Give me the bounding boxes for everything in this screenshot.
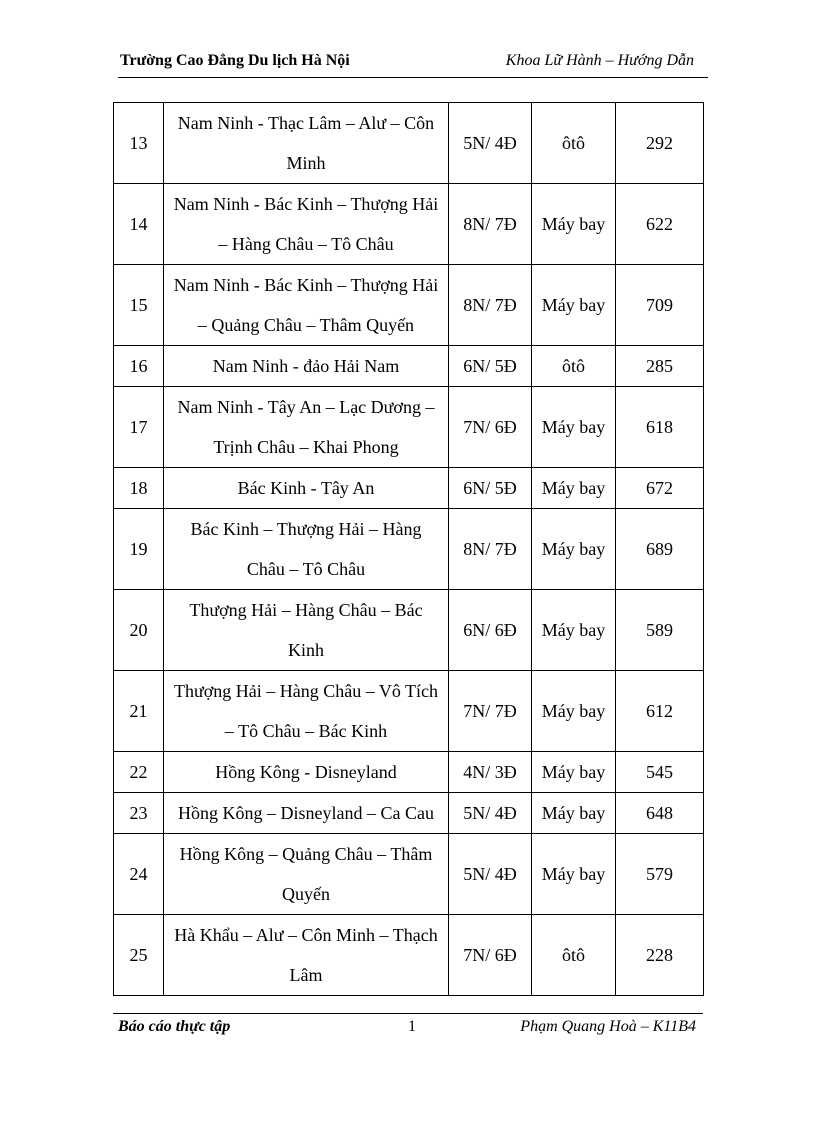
page-number: 1 [408, 1018, 416, 1035]
transport-type-cell: Máy bay [532, 468, 616, 509]
price-cell: 672 [616, 468, 704, 509]
department-name: Khoa Lữ Hành – Hướng Dẫn [505, 52, 694, 69]
route-name-cell: Nam Ninh - Tây An – Lạc Dương – Trịnh Châu – Khai Phong [164, 387, 449, 468]
price-cell: 709 [616, 265, 704, 346]
transport-type-cell: ôtô [532, 915, 616, 996]
transport-type-cell: Máy bay [532, 671, 616, 752]
tour-routes-table [113, 102, 704, 996]
price-cell: 648 [616, 793, 704, 834]
row-number-cell: 15 [114, 265, 164, 346]
table-row [114, 265, 704, 346]
transport-type-cell: Máy bay [532, 387, 616, 468]
route-name-cell: Bác Kinh – Thượng Hải – Hàng Châu – Tô Châu [164, 509, 449, 590]
duration-cell: 6N/ 6Đ [449, 590, 532, 671]
row-number-cell: 24 [114, 834, 164, 915]
price-cell: 292 [616, 103, 704, 184]
transport-type-cell: Máy bay [532, 793, 616, 834]
duration-cell: 7N/ 7Đ [449, 671, 532, 752]
table-row [114, 468, 704, 509]
price-cell: 618 [616, 387, 704, 468]
table-row [114, 346, 704, 387]
transport-type-cell: Máy bay [532, 752, 616, 793]
price-cell: 689 [616, 509, 704, 590]
route-name-cell: Nam Ninh - Thạc Lâm – Alư – Côn Minh [164, 103, 449, 184]
price-cell: 589 [616, 590, 704, 671]
price-cell: 622 [616, 184, 704, 265]
table-row [114, 834, 704, 915]
page-header [118, 52, 696, 78]
transport-type-cell: Máy bay [532, 184, 616, 265]
author-name: Phạm Quang Hoà – K11B4 [520, 1018, 696, 1035]
route-name-cell: Hồng Kông - Disneyland [164, 752, 449, 793]
table-row [114, 103, 704, 184]
table-row [114, 793, 704, 834]
price-cell: 228 [616, 915, 704, 996]
route-name-cell: Bác Kinh - Tây An [164, 468, 449, 509]
price-cell: 545 [616, 752, 704, 793]
duration-cell: 8N/ 7Đ [449, 509, 532, 590]
table-row [114, 387, 704, 468]
duration-cell: 5N/ 4Đ [449, 103, 532, 184]
duration-cell: 5N/ 4Đ [449, 793, 532, 834]
duration-cell: 6N/ 5Đ [449, 346, 532, 387]
table-row [114, 509, 704, 590]
row-number-cell: 14 [114, 184, 164, 265]
duration-cell: 8N/ 7Đ [449, 265, 532, 346]
transport-type-cell: ôtô [532, 346, 616, 387]
school-name: Trường Cao Đẳng Du lịch Hà Nội [120, 52, 350, 69]
row-number-cell: 16 [114, 346, 164, 387]
duration-cell: 7N/ 6Đ [449, 915, 532, 996]
tour-routes-body [114, 103, 704, 996]
report-title: Báo cáo thực tập [118, 1018, 231, 1035]
table-row [114, 590, 704, 671]
duration-cell: 5N/ 4Đ [449, 834, 532, 915]
row-number-cell: 21 [114, 671, 164, 752]
row-number-cell: 25 [114, 915, 164, 996]
page-footer [118, 1018, 696, 1042]
route-name-cell: Nam Ninh - đảo Hải Nam [164, 346, 449, 387]
price-cell: 579 [616, 834, 704, 915]
route-name-cell: Hồng Kông – Quảng Châu – Thâm Quyến [164, 834, 449, 915]
duration-cell: 4N/ 3Đ [449, 752, 532, 793]
table-row [114, 915, 704, 996]
duration-cell: 8N/ 7Đ [449, 184, 532, 265]
row-number-cell: 20 [114, 590, 164, 671]
row-number-cell: 17 [114, 387, 164, 468]
transport-type-cell: Máy bay [532, 590, 616, 671]
route-name-cell: Thượng Hải – Hàng Châu – Vô Tích – Tô Châu – Bác Kinh [164, 671, 449, 752]
row-number-cell: 22 [114, 752, 164, 793]
route-name-cell: Hồng Kông – Disneyland – Ca Cau [164, 793, 449, 834]
route-name-cell: Thượng Hải – Hàng Châu – Bác Kinh [164, 590, 449, 671]
table-row [114, 752, 704, 793]
row-number-cell: 13 [114, 103, 164, 184]
transport-type-cell: ôtô [532, 103, 616, 184]
route-name-cell: Nam Ninh - Bác Kinh – Thượng Hải – Hàng Châu – Tô Châu [164, 184, 449, 265]
transport-type-cell: Máy bay [532, 834, 616, 915]
transport-type-cell: Máy bay [532, 265, 616, 346]
price-cell: 612 [616, 671, 704, 752]
duration-cell: 6N/ 5Đ [449, 468, 532, 509]
transport-type-cell: Máy bay [532, 509, 616, 590]
row-number-cell: 19 [114, 509, 164, 590]
row-number-cell: 23 [114, 793, 164, 834]
duration-cell: 7N/ 6Đ [449, 387, 532, 468]
table-row [114, 184, 704, 265]
table-row [114, 671, 704, 752]
route-name-cell: Nam Ninh - Bác Kinh – Thượng Hải – Quảng Châu – Thâm Quyến [164, 265, 449, 346]
header-divider [118, 77, 708, 78]
price-cell: 285 [616, 346, 704, 387]
route-name-cell: Hà Khẩu – Alư – Côn Minh – Thạch Lâm [164, 915, 449, 996]
row-number-cell: 18 [114, 468, 164, 509]
footer-divider [113, 1013, 703, 1014]
